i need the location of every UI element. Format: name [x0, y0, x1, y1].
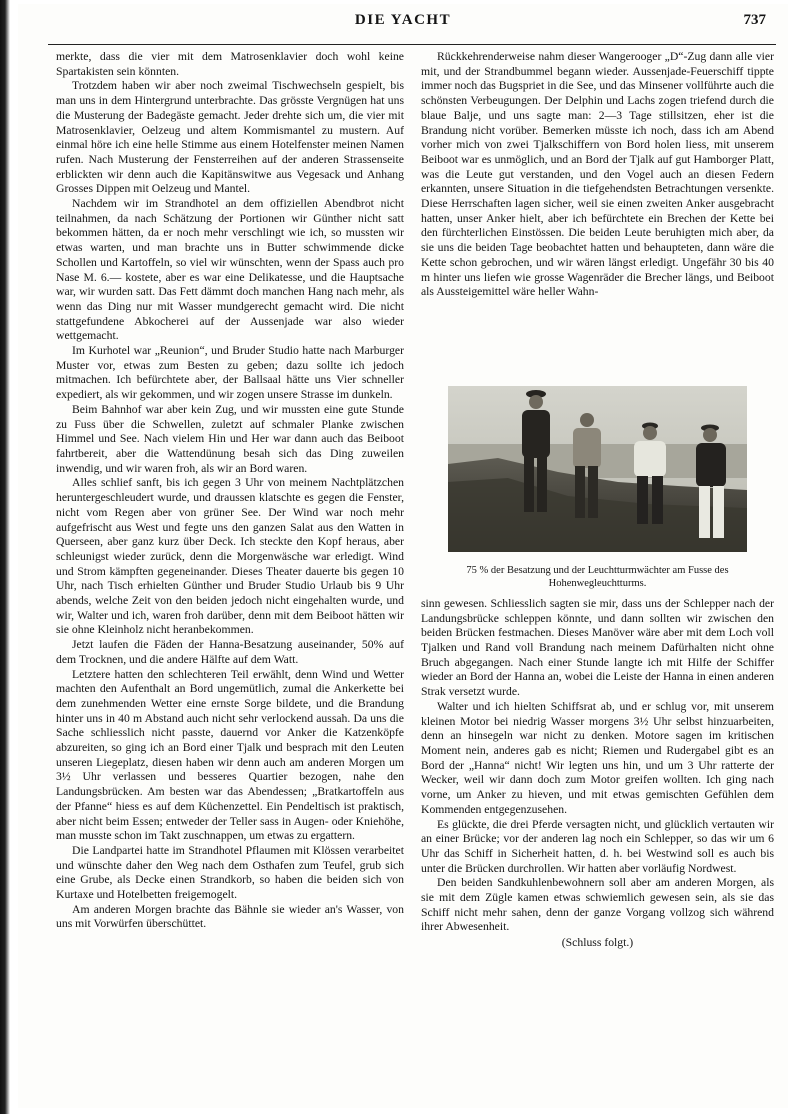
paragraph: Nachdem wir im Strandhotel an dem offiziellen Abendbrot nicht teilnahmen, da nach Schätzung der Portionen wir Günther nicht satt bekommen hätten, da er noch mehr verschlingt wie ich, so mussten wir etwas warten, und man brachte uns in Butter schwimmende dicke Schollen und Kartoffeln, so viel wir wünschten, wenn der Spass auch pro Nase M. 6.— kostete, aber es war eine Delikatesse, und die Hauptsache war, wir wurden satt. Das Fett dämmt doch manchen Hang nach mehr, als wenn das Ding nur mit Wasser mundgerecht gemacht wird. Die nicht stattgefundene Abkocherei auf der Aussenjade war also wieder wettgemacht.: [56, 197, 404, 343]
page-number: 737: [743, 12, 766, 28]
caption-line: 75 % der Besatzung und der Leuchtturmwächter am Fusse des: [466, 564, 729, 576]
paragraph: Im Kurhotel war „Reunion“, und Bruder Studio hatte nach Marburger Muster vor, etwas zum Besten zu geben; dazu sollte ich jedoch mitmachen. Ich befürchtete aber, der Ballsaal hätte uns Vier schneller expediert, als wir gekommen, und wir zogen unsere Strasse im dunkeln.: [56, 344, 404, 402]
paragraph: Die Landpartei hatte im Strandhotel Pflaumen mit Klössen verarbeitet und wünschte daher den Weg nach dem Osthafen zum Teufel, grub sich eine Grube, als Decke einen Strandkorb, so haben die beiden sich von Kurtaxe und Hotelbetten freigemogelt.: [56, 843, 404, 902]
right-column: [421, 50, 774, 1100]
magazine-page: [18, 4, 788, 1108]
paragraph: Jetzt laufen die Fäden der Hanna-Besatzung auseinander, 50% auf dem Trocknen, und die andere Hälfte auf dem Watt.: [56, 638, 404, 666]
paragraph: Alles schlief sanft, bis ich gegen 3 Uhr von meinem Nachtplätzchen heruntergeschleudert wurde, und draussen klatschte es gegen die Fenster, nicht vom Regen aber von grüner See. Der Wind war noch mehr aufgefrischt aus West und fegte uns den ganzen Salat aus den Watten in Querseen, aber ganz kurz über Deck. Ich steckte den Kopf heraus, aber schleunigst wieder zurück, denn die Morgenwäsche war erledigt. Wind und Strom kämpften gegeneinander. Dieses Theater dauerte bis gegen 10 Uhr, nach Tisch erhielten Günther und Bruder Studio Urlaub bis 9 Uhr abends, welche Zeit von den beiden jedoch nicht eingehalten wurde, und wir, Walter und ich, waren froh darüber, denn mit dem Beiboot hätten wir sie ohne Kleinholz nicht heranbekommen.: [56, 476, 404, 637]
left-column: [56, 50, 404, 1100]
paragraph: merkte, dass die vier mit dem Matrosenklavier doch wohl keine Spartakisten sein könnten.: [56, 50, 404, 78]
caption-line: Hohenwegleuchtturms.: [548, 578, 647, 590]
photo-caption: [421, 564, 774, 591]
paragraph: Rückkehrenderweise nahm dieser Wangerooger „D“-Zug dann alle vier mit, und der Strandbummel begann wieder. Aussenjade-Feuerschiff tippte immer noch das Bugspriet in die See, und das Minsener vollführte auch die schönsten Verbeugungen. Der Delphin und Lachs zogen triefend durch die blaue Balje, und uns sagte man: 2—3 Tage stillsitzen, eher ist die Brandung nicht vorüber. Bemerken müsste ich noch, dass ich am Abend vorher mich von zwei Tjalkschiffern von Bord holen liess, mit unserem Beiboot war es unmöglich, und an Bord der Tjalk auf gut Hamborger Platt, was die Leute gut verstanden, und den Vogel auch an diesen Federn erkannten, unsere Situation in die tiefgehendsten Betrachtungen versenkte. Diese Herrschaften lagen sicher, weil sie einen zweiten Anker ausgebracht hatten, unser Anker hielt, aber ich befürchtete ein Brechen der Kette bei den fürchterlichen Einstössen. Die beiden Leute beruhigten mich aber, da sie uns die beiden Tage beobachtet hatten und behaupteten, dann wäre die Kette schon gebrochen, und wir wären längst erledigt. Ungefähr 30 bis 40 m hinter uns liefen wie grosse Wagenräder die Brecher längs, und Beiboot als Aussteigemittel wäre heller Wahn-: [421, 50, 774, 299]
paragraph: Den beiden Sandkuhlenbewohnern soll aber am anderen Morgen, als sie mit dem Zügle kamen etwas schwiemlich gewesen sein, als sie das Schiff nicht mehr sahen, denn der ganze Vorgang vollzog sich während ihrer Abwesenheit.: [421, 876, 774, 934]
continued-note: (Schluss folgt.): [561, 936, 634, 950]
paragraph: Walter und ich hielten Schiffsrat ab, und er schlug vor, mit unserem kleinen Motor bei niedrig Wasser morgens 3½ Uhr selbst hinzuarbeiten, denn an hinsegeln war nicht zu denken. Motore sagen im kritischen Moment nein, anderes gab es nicht; Riemen und Rudergabel gibt es an Bord der „Hanna“ nicht! Wir legten uns hin, und um 3 Uhr ratterte der Wecker, weil wir dann doch zum Motor greifen wollten. Ich ging nach vorne, um Anker zu hieven, und mit etwas gemischten Gefühlen dem Kommenden entgegenzusehen.: [421, 699, 774, 816]
paragraph: sinn gewesen. Schliesslich sagten sie mir, dass uns der Schlepper nach der Landungsbrücke schleppen könnte, und dann sollten wir zwischen den beiden Brücken festmachen. Dieses Manöver wäre aber mit dem Loch voll Tjalken und Rand voll Brandung nach meinem Dafürhalten nicht ohne Bruch abgegangen. Nach einer Stunde langte ich mit Hilfe der Schiffer wieder an Bord der Hanna an, wobei die Leiste der Hanna in einen anderen Strak versetzt wurde.: [421, 596, 774, 699]
header-rule: [48, 44, 776, 45]
paragraph: Am anderen Morgen brachte das Bähnle sie wieder an's Wasser, von uns mit Vorwürfen überschüttet.: [56, 902, 404, 931]
paragraph: Beim Bahnhof war aber kein Zug, und wir mussten eine gute Stunde zu Fuss über die Schwellen, zuletzt auf schmaler Planke zwischen Himmel und See. Nach vielem Hin und Her war dann auch das Beiboot fahrtbereit, aber die Wattendünung besah sich das Ding zuweilen inwendig, und wir waren froh, als wir an Bord waren.: [56, 402, 404, 475]
photo-illustration: [448, 386, 747, 552]
paragraph: Es glückte, die drei Pferde versagten nicht, und glücklich vertauten wir an einer Brücke; vor der anderen lag noch ein Schlepper, so das wir um 6 Uhr das Schiff in Sicherheit hatten, d. h. bei Westwind soll es auch bis unter die Brücken durchrollen. Wir hatten aber vorläufig Nordwest.: [421, 817, 774, 875]
paragraph: Trotzdem haben wir aber noch zweimal Tischwechseln gespielt, bis man uns in dem Hintergrund unterbrachte. Das grösste Vergnügen hat uns die Musterung der Badegäste gemacht. Jeder drehte sich um, die vier mit Matrosenklavier, Oelzeug und altem Kommismantel zu mustern. Auf einmal höre ich eine helle Stimme aus einem Hotelfenster meinen Namen rufen. Nach Musterung der Fensterreihen auf der anderen Strassenseite erblickten wir denn auch die Kapitänswitwe aus Vegesack und Anhang Grosses Dippen mit Oelzeug und Mantel.: [56, 79, 404, 196]
scan-edge-shadow: [0, 0, 10, 1114]
running-title: DIE YACHT: [354, 12, 452, 28]
crew-photo: [448, 386, 747, 552]
paragraph: Letztere hatten den schlechteren Teil erwählt, denn Wind und Wetter machten den Aufenthalt an Bord ungemütlich, zumal die Ankerkette bei dem zunehmenden Wetter eine ernste Sorge bildete, und die Brandung hinter uns in 40 m Abstand auch nicht sehr verlockend aussah. Da uns die Sache schliesslich nicht passte, dauernd vor Anker die Katzenköpfe abzureiten, so ging ich an Bord einer Tjalk und besprach mit den Leuten unseren Liegeplatz, diesen haben wir denn auch am anderen Morgen um 3½ Uhr verlassen und besseres Quartier bezogen, nahe den Landungsbrücken. Am besten war das Abendessen; „Bratkartoffeln aus der Pfanne“ hiess es auf dem Küchenzettel. Ein Pendeltisch ist praktisch, aber nicht beim Essen; entweder der Teller sass in Augen- oder Kniehöhe, man musste schon im Takt zuschnappen, um etwas zu ergattern.: [56, 667, 404, 843]
page-header: [18, 12, 788, 38]
